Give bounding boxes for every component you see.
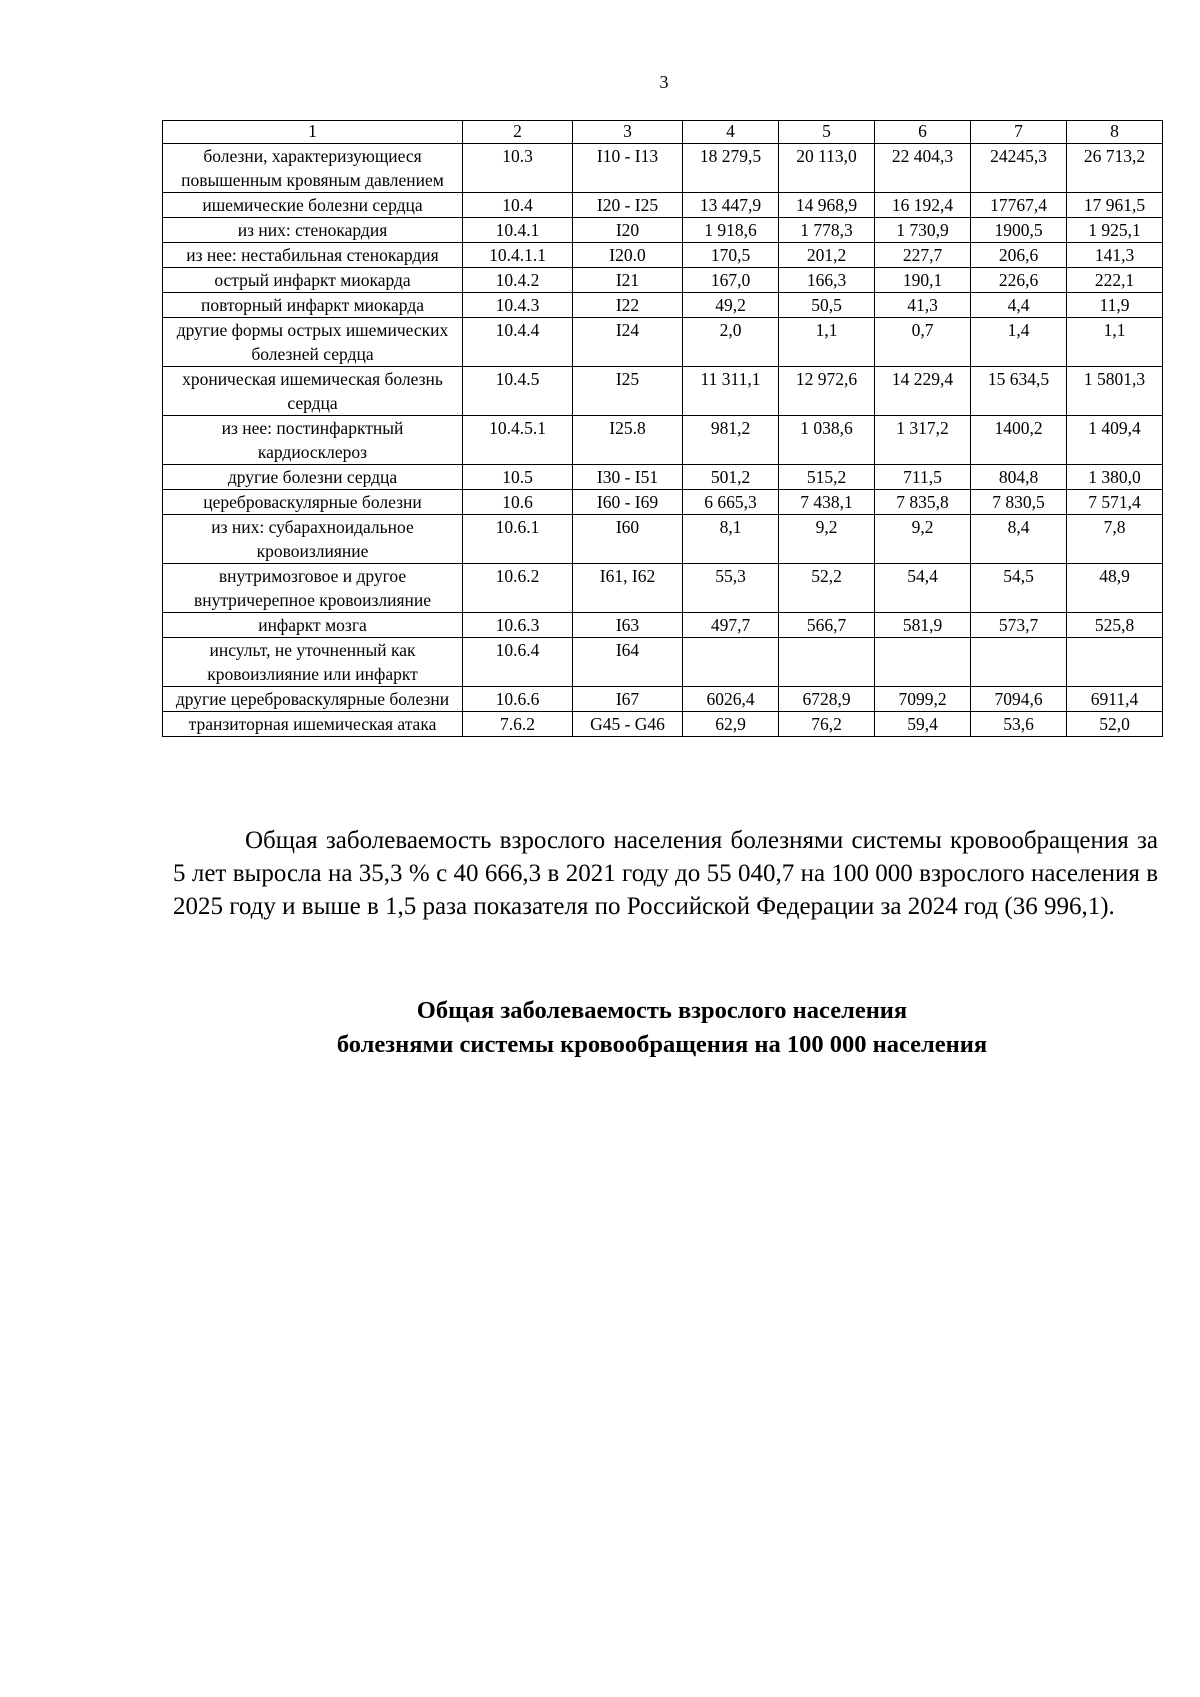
value-cell: 20 113,0 bbox=[779, 144, 875, 193]
value-cell: 1900,5 bbox=[971, 218, 1067, 243]
table-row bbox=[163, 564, 1163, 613]
disease-name-cell: из них: стенокардия bbox=[163, 218, 463, 243]
value-cell: 141,3 bbox=[1067, 243, 1163, 268]
column-number-cell: 8 bbox=[1067, 121, 1163, 144]
row-code-cell: 10.4.5 bbox=[463, 367, 573, 416]
value-cell: 6911,4 bbox=[1067, 687, 1163, 712]
table-row bbox=[163, 193, 1163, 218]
value-cell: 9,2 bbox=[779, 515, 875, 564]
disease-name-cell: ишемические болезни сердца bbox=[163, 193, 463, 218]
disease-name-cell: цереброваскулярные болезни bbox=[163, 490, 463, 515]
value-cell: 501,2 bbox=[683, 465, 779, 490]
value-cell: 201,2 bbox=[779, 243, 875, 268]
value-cell: 1 5801,3 bbox=[1067, 367, 1163, 416]
row-code-cell: 10.4.1 bbox=[463, 218, 573, 243]
row-code-cell: 10.4.3 bbox=[463, 293, 573, 318]
value-cell: 7094,6 bbox=[971, 687, 1067, 712]
icd-code-cell: I60 bbox=[573, 515, 683, 564]
value-cell: 52,0 bbox=[1067, 712, 1163, 737]
icd-code-cell: I25.8 bbox=[573, 416, 683, 465]
disease-name-cell: транзиторная ишемическая атака bbox=[163, 712, 463, 737]
value-cell: 1 409,4 bbox=[1067, 416, 1163, 465]
value-cell: 190,1 bbox=[875, 268, 971, 293]
value-cell: 22 404,3 bbox=[875, 144, 971, 193]
value-cell: 12 972,6 bbox=[779, 367, 875, 416]
value-cell: 7 830,5 bbox=[971, 490, 1067, 515]
icd-code-cell: I20 bbox=[573, 218, 683, 243]
value-cell: 11 311,1 bbox=[683, 367, 779, 416]
icd-code-cell: I64 bbox=[573, 638, 683, 687]
table-header-row bbox=[163, 121, 1163, 144]
table-row bbox=[163, 638, 1163, 687]
disease-name-cell: хроническая ишемическая болезнь сердца bbox=[163, 367, 463, 416]
value-cell: 981,2 bbox=[683, 416, 779, 465]
summary-paragraph: Общая заболеваемость взрослого населения болезнями системы кровообращения за 5 лет выросла на 35,3 % с 40 666,3 в 2021 году до 55 040,7 на 100 000 взрослого населения в 2025 году и выше в 1,5 раза показателя по Российской Федерации за 2024 год (36 996,1). bbox=[173, 827, 1158, 920]
icd-code-cell: I67 bbox=[573, 687, 683, 712]
table-row bbox=[163, 465, 1163, 490]
row-code-cell: 10.4 bbox=[463, 193, 573, 218]
value-cell: 9,2 bbox=[875, 515, 971, 564]
disease-name-cell: из нее: нестабильная стенокардия bbox=[163, 243, 463, 268]
row-code-cell: 10.5 bbox=[463, 465, 573, 490]
value-cell: 52,2 bbox=[779, 564, 875, 613]
value-cell: 1 918,6 bbox=[683, 218, 779, 243]
table-row bbox=[163, 367, 1163, 416]
value-cell: 1,1 bbox=[1067, 318, 1163, 367]
value-cell: 76,2 bbox=[779, 712, 875, 737]
value-cell: 206,6 bbox=[971, 243, 1067, 268]
value-cell: 54,4 bbox=[875, 564, 971, 613]
table-row bbox=[163, 490, 1163, 515]
value-cell: 515,2 bbox=[779, 465, 875, 490]
row-code-cell: 10.4.1.1 bbox=[463, 243, 573, 268]
disease-name-cell: из них: субарахноидальное кровоизлияние bbox=[163, 515, 463, 564]
value-cell: 167,0 bbox=[683, 268, 779, 293]
value-cell: 2,0 bbox=[683, 318, 779, 367]
value-cell: 6 665,3 bbox=[683, 490, 779, 515]
table-row bbox=[163, 243, 1163, 268]
icd-code-cell: I63 bbox=[573, 613, 683, 638]
value-cell: 7,8 bbox=[1067, 515, 1163, 564]
column-number-cell: 4 bbox=[683, 121, 779, 144]
row-code-cell: 10.4.2 bbox=[463, 268, 573, 293]
value-cell: 17 961,5 bbox=[1067, 193, 1163, 218]
value-cell: 581,9 bbox=[875, 613, 971, 638]
value-cell: 1,1 bbox=[779, 318, 875, 367]
disease-name-cell: острый инфаркт миокарда bbox=[163, 268, 463, 293]
icd-code-cell: G45 - G46 bbox=[573, 712, 683, 737]
value-cell: 59,4 bbox=[875, 712, 971, 737]
value-cell: 62,9 bbox=[683, 712, 779, 737]
table-row bbox=[163, 218, 1163, 243]
value-cell: 53,6 bbox=[971, 712, 1067, 737]
icd-code-cell: I24 bbox=[573, 318, 683, 367]
value-cell: 55,3 bbox=[683, 564, 779, 613]
value-cell: 6728,9 bbox=[779, 687, 875, 712]
table-row bbox=[163, 318, 1163, 367]
value-cell: 7 438,1 bbox=[779, 490, 875, 515]
table-row bbox=[163, 293, 1163, 318]
value-cell: 4,4 bbox=[971, 293, 1067, 318]
row-code-cell: 10.6.3 bbox=[463, 613, 573, 638]
table-row bbox=[163, 515, 1163, 564]
icd-code-cell: I22 bbox=[573, 293, 683, 318]
row-code-cell: 10.6.6 bbox=[463, 687, 573, 712]
table-row bbox=[163, 712, 1163, 737]
value-cell: 170,5 bbox=[683, 243, 779, 268]
value-cell: 6026,4 bbox=[683, 687, 779, 712]
value-cell: 18 279,5 bbox=[683, 144, 779, 193]
icd-code-cell: I20 - I25 bbox=[573, 193, 683, 218]
row-code-cell: 10.6.2 bbox=[463, 564, 573, 613]
value-cell: 711,5 bbox=[875, 465, 971, 490]
row-code-cell: 7.6.2 bbox=[463, 712, 573, 737]
value-cell bbox=[971, 638, 1067, 687]
row-code-cell: 10.4.4 bbox=[463, 318, 573, 367]
value-cell: 1 730,9 bbox=[875, 218, 971, 243]
value-cell: 1400,2 bbox=[971, 416, 1067, 465]
disease-name-cell: инфаркт мозга bbox=[163, 613, 463, 638]
disease-name-cell: внутримозговое и другое внутричерепное кровоизлияние bbox=[163, 564, 463, 613]
value-cell: 7 835,8 bbox=[875, 490, 971, 515]
value-cell: 1 038,6 bbox=[779, 416, 875, 465]
value-cell: 227,7 bbox=[875, 243, 971, 268]
icd-code-cell: I25 bbox=[573, 367, 683, 416]
disease-name-cell: другие болезни сердца bbox=[163, 465, 463, 490]
disease-name-cell: другие цереброваскулярные болезни bbox=[163, 687, 463, 712]
disease-name-cell: другие формы острых ишемических болезней сердца bbox=[163, 318, 463, 367]
column-number-cell: 6 bbox=[875, 121, 971, 144]
value-cell: 497,7 bbox=[683, 613, 779, 638]
value-cell: 525,8 bbox=[1067, 613, 1163, 638]
value-cell: 26 713,2 bbox=[1067, 144, 1163, 193]
section-heading-line-1: Общая заболеваемость взрослого населения bbox=[416, 997, 908, 1024]
section-heading-line-2: болезнями системы кровообращения на 100 000 населения bbox=[336, 1031, 988, 1058]
morbidity-table bbox=[162, 120, 1163, 737]
value-cell bbox=[875, 638, 971, 687]
icd-code-cell: I20.0 bbox=[573, 243, 683, 268]
icd-code-cell: I60 - I69 bbox=[573, 490, 683, 515]
page-number: 3 bbox=[659, 72, 669, 92]
value-cell: 49,2 bbox=[683, 293, 779, 318]
row-code-cell: 10.4.5.1 bbox=[463, 416, 573, 465]
icd-code-cell: I21 bbox=[573, 268, 683, 293]
value-cell: 222,1 bbox=[1067, 268, 1163, 293]
value-cell: 7 571,4 bbox=[1067, 490, 1163, 515]
value-cell: 14 229,4 bbox=[875, 367, 971, 416]
value-cell: 8,4 bbox=[971, 515, 1067, 564]
value-cell: 0,7 bbox=[875, 318, 971, 367]
value-cell: 24245,3 bbox=[971, 144, 1067, 193]
disease-name-cell: из нее: постинфарктный кардиосклероз bbox=[163, 416, 463, 465]
value-cell: 1 317,2 bbox=[875, 416, 971, 465]
column-number-cell: 2 bbox=[463, 121, 573, 144]
value-cell: 7099,2 bbox=[875, 687, 971, 712]
value-cell: 11,9 bbox=[1067, 293, 1163, 318]
value-cell bbox=[1067, 638, 1163, 687]
row-code-cell: 10.6 bbox=[463, 490, 573, 515]
value-cell: 14 968,9 bbox=[779, 193, 875, 218]
value-cell: 13 447,9 bbox=[683, 193, 779, 218]
icd-code-cell: I10 - I13 bbox=[573, 144, 683, 193]
disease-name-cell: повторный инфаркт миокарда bbox=[163, 293, 463, 318]
value-cell bbox=[683, 638, 779, 687]
table-row bbox=[163, 613, 1163, 638]
value-cell: 41,3 bbox=[875, 293, 971, 318]
table-row bbox=[163, 687, 1163, 712]
value-cell: 17767,4 bbox=[971, 193, 1067, 218]
value-cell: 804,8 bbox=[971, 465, 1067, 490]
value-cell: 1 778,3 bbox=[779, 218, 875, 243]
value-cell: 566,7 bbox=[779, 613, 875, 638]
row-code-cell: 10.3 bbox=[463, 144, 573, 193]
value-cell: 50,5 bbox=[779, 293, 875, 318]
table-row bbox=[163, 144, 1163, 193]
value-cell: 1 925,1 bbox=[1067, 218, 1163, 243]
table-row bbox=[163, 416, 1163, 465]
value-cell: 48,9 bbox=[1067, 564, 1163, 613]
column-number-cell: 1 bbox=[163, 121, 463, 144]
column-number-cell: 3 bbox=[573, 121, 683, 144]
row-code-cell: 10.6.4 bbox=[463, 638, 573, 687]
column-number-cell: 5 bbox=[779, 121, 875, 144]
disease-name-cell: инсульт, не уточненный как кровоизлияние или инфаркт bbox=[163, 638, 463, 687]
value-cell: 8,1 bbox=[683, 515, 779, 564]
section-heading bbox=[162, 994, 1162, 1062]
value-cell: 1 380,0 bbox=[1067, 465, 1163, 490]
disease-name-cell: болезни, характеризующиеся повышенным кровяным давлением bbox=[163, 144, 463, 193]
icd-code-cell: I61, I62 bbox=[573, 564, 683, 613]
value-cell: 1,4 bbox=[971, 318, 1067, 367]
value-cell: 15 634,5 bbox=[971, 367, 1067, 416]
icd-code-cell: I30 - I51 bbox=[573, 465, 683, 490]
table-row bbox=[163, 268, 1163, 293]
value-cell: 16 192,4 bbox=[875, 193, 971, 218]
value-cell bbox=[779, 638, 875, 687]
column-number-cell: 7 bbox=[971, 121, 1067, 144]
row-code-cell: 10.6.1 bbox=[463, 515, 573, 564]
value-cell: 226,6 bbox=[971, 268, 1067, 293]
value-cell: 166,3 bbox=[779, 268, 875, 293]
value-cell: 54,5 bbox=[971, 564, 1067, 613]
value-cell: 573,7 bbox=[971, 613, 1067, 638]
